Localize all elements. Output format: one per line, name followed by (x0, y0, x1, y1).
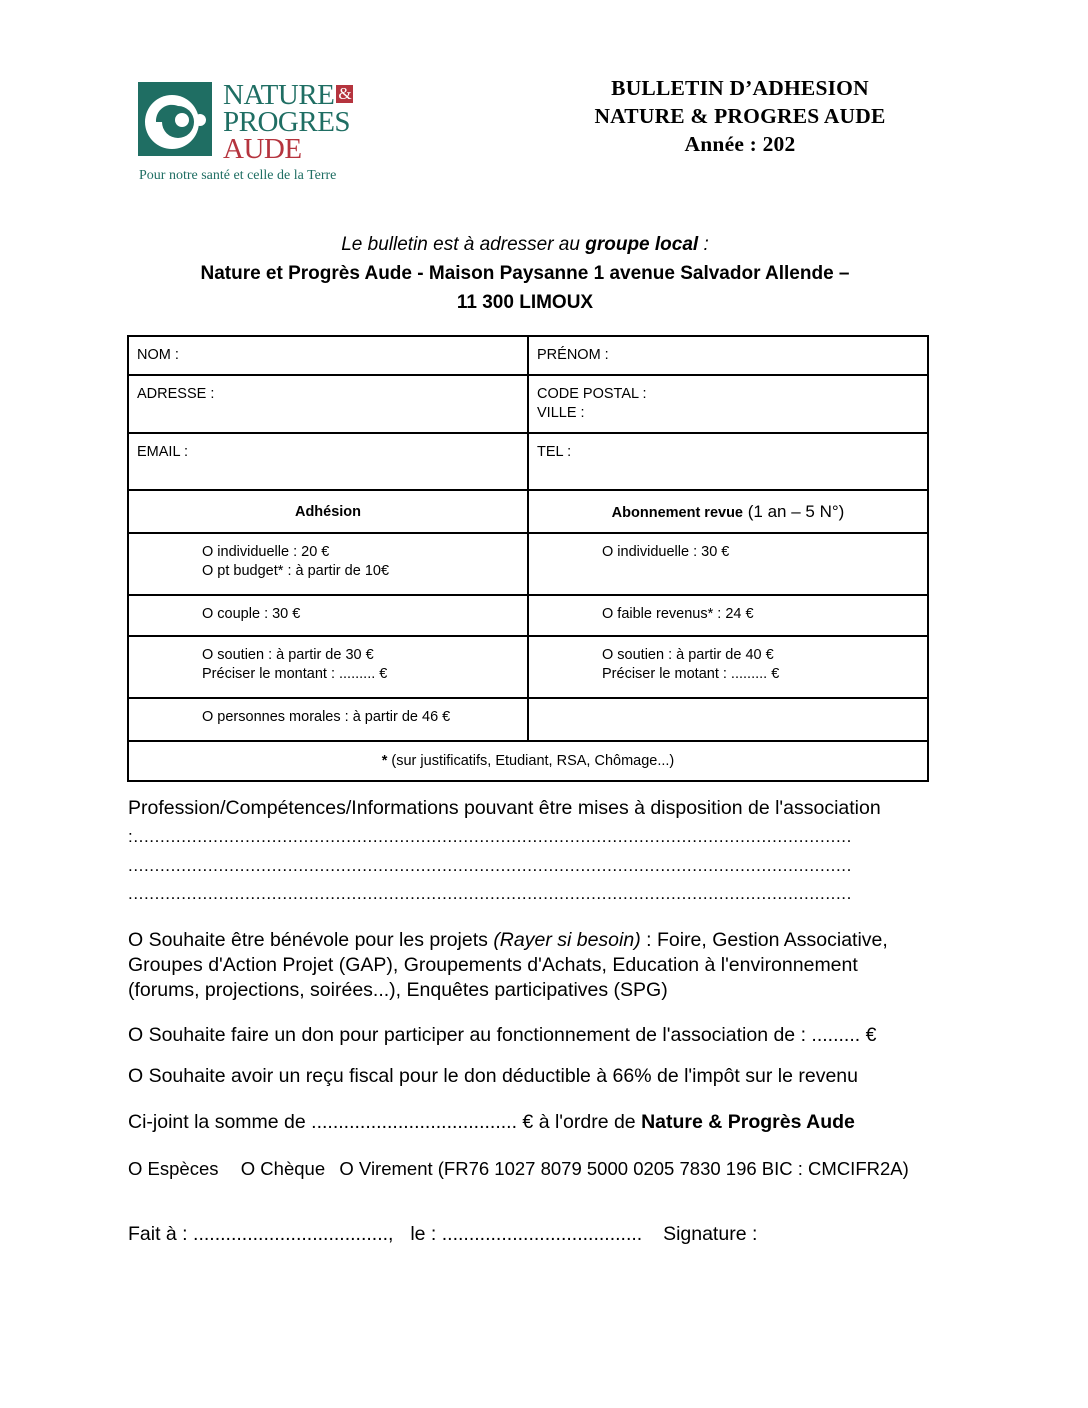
logo-line-aude: AUDE (223, 133, 302, 165)
nom-field[interactable]: NOM : (128, 336, 528, 375)
option-couple[interactable]: O couple : 30 € (202, 606, 301, 622)
membership-form-table (127, 335, 929, 782)
address-postcode: 11 300 LIMOUX (456, 292, 594, 313)
adresse-field[interactable]: ADRESSE : (128, 375, 528, 433)
adhesion-row-4[interactable] (128, 698, 528, 741)
address-line: Nature et Progrès Aude - Maison Paysanne 1 avenue Salvador Allende – (200, 263, 850, 284)
profession-dots-1[interactable]: :....................................................................................................................................... (128, 827, 852, 846)
logo-line-nature: NATURE & (223, 79, 352, 111)
abonnement-row-4-empty (528, 698, 928, 741)
preciser-montant[interactable]: Préciser le montant : ......... € (202, 666, 388, 682)
logo (138, 79, 378, 192)
fait-a-field[interactable]: Fait à : ...................................., (128, 1223, 394, 1245)
logo-ampersand: & (338, 84, 352, 103)
option-soutien[interactable]: O soutien : à partir de 30 € (202, 647, 374, 663)
payment-methods (128, 1158, 909, 1180)
abonnement-row-1[interactable] (528, 533, 928, 595)
profession-dots-3[interactable]: ........................................................................................................................................ (128, 884, 852, 903)
option-petit-budget[interactable]: O pt budget* : à partir de 10€ (202, 563, 390, 579)
don-option[interactable]: O Souhaite faire un don pour participer au fonctionnement de l'association de : ......... € (128, 1024, 877, 1046)
logo-line-progres: PROGRES (223, 106, 351, 138)
option-abonnement-individuelle[interactable]: O individuelle : 30 € (602, 544, 730, 560)
code-postal-ville-field[interactable] (528, 375, 928, 433)
logo-tagline: Pour notre santé et celle de la Terre (139, 168, 337, 183)
abonnement-row-3[interactable] (528, 636, 928, 698)
address-intro: Le bulletin est à adresser au groupe local : (341, 234, 709, 255)
adhesion-header: Adhésion (128, 490, 528, 533)
profession-dots-2[interactable]: ........................................................................................................................................ (128, 856, 852, 875)
option-especes[interactable]: O Espèces (128, 1158, 219, 1179)
preciser-motant[interactable]: Préciser le motant : ......... € (602, 666, 780, 682)
option-cheque[interactable]: O Chèque (240, 1158, 326, 1179)
benevole-option[interactable]: O Souhaite être bénévole pour les projets (Rayer si besoin) : Foire, Gestion Associative, (128, 929, 888, 951)
ville-label: VILLE : (537, 405, 585, 421)
prenom-field[interactable]: PRÉNOM : (528, 336, 928, 375)
tel-field[interactable]: TEL : (528, 433, 928, 490)
benevole-line-2: Groupes d'Action Projet (GAP), Groupements d'Achats, Education à l'environnement (128, 954, 858, 976)
abonnement-header: Abonnement revue (1 an – 5 N°) (528, 490, 928, 533)
somme-line[interactable]: Ci-joint la somme de ...................................... € à l'ordre de Nature & Progrès Aude (128, 1111, 855, 1133)
logo-emblem-icon (138, 82, 212, 156)
code-postal-label: CODE POSTAL : (537, 386, 647, 402)
option-abonnement-soutien[interactable]: O soutien : à partir de 40 € (602, 647, 774, 663)
signature-line (128, 1223, 757, 1246)
recu-fiscal-option[interactable]: O Souhaite avoir un reçu fiscal pour le don déductible à 66% de l'impôt sur le revenu (128, 1065, 858, 1087)
option-individuelle[interactable]: O individuelle : 20 € (202, 544, 330, 560)
adhesion-row-1[interactable] (128, 533, 528, 595)
adhesion-row-2[interactable] (128, 595, 528, 636)
benevole-line-3: (forums, projections, soirées...), Enquêtes participatives (SPG) (128, 979, 668, 1001)
signature-field[interactable]: Signature : (663, 1223, 758, 1245)
title-line-1: BULLETIN D’ADHESION (611, 76, 869, 100)
option-personnes-morales[interactable]: O personnes morales : à partir de 46 € (202, 709, 451, 725)
date-field[interactable]: le : ..................................... (410, 1223, 643, 1245)
option-virement[interactable]: O Virement (FR76 1027 8079 5000 0205 7830 196 BIC : CMCIFR2A) (339, 1158, 909, 1179)
justificatifs-note: * (sur justificatifs, Etudiant, RSA, Chômage...) (128, 741, 928, 781)
option-faible-revenus[interactable]: O faible revenus* : 24 € (602, 606, 754, 622)
abonnement-row-2[interactable] (528, 595, 928, 636)
profession-label: Profession/Compétences/Informations pouvant être mises à disposition de l'association (128, 797, 881, 819)
email-field[interactable]: EMAIL : (128, 433, 528, 490)
title-line-2: NATURE & PROGRES AUDE (594, 104, 886, 128)
adhesion-row-3[interactable] (128, 636, 528, 698)
title-line-3: Année : 202 (684, 132, 796, 156)
